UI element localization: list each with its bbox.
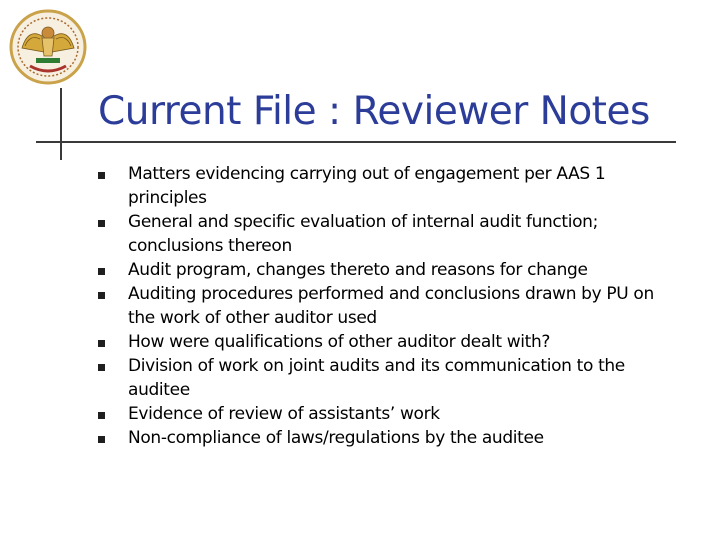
bullet-text-line: Division of work on joint audits and its communication to the (128, 356, 625, 376)
bullet-square-icon (98, 340, 105, 347)
bullet-text-line: How were qualifications of other auditor dealt with? (128, 332, 551, 352)
bullet-text-line: Non-compliance of laws/regulations by the auditee (128, 428, 544, 448)
bullet-text-line: auditee (128, 380, 190, 400)
slide-title: Current File : Reviewer Notes (98, 89, 650, 134)
bullet-square-icon (98, 172, 105, 179)
bullet-text-line: Matters evidencing carrying out of engagement per AAS 1 (128, 164, 606, 184)
bullet-text-line: Audit program, changes thereto and reasons for change (128, 260, 588, 280)
bullet-text-line: conclusions thereon (128, 236, 292, 256)
bullet-square-icon (98, 268, 105, 275)
bullet-text-line: the work of other auditor used (128, 308, 377, 328)
bullet-square-icon (98, 220, 105, 227)
bullet-square-icon (98, 436, 105, 443)
bullet-text-line: principles (128, 188, 207, 208)
bullet-square-icon (98, 292, 105, 299)
bullet-text-line: General and specific evaluation of internal audit function; (128, 212, 598, 232)
bullet-text-line: Evidence of review of assistants’ work (128, 404, 440, 424)
vertical-accent-line (60, 88, 62, 160)
bullet-square-icon (98, 412, 105, 419)
horizontal-accent-line (36, 141, 676, 143)
bullet-text-line: Auditing procedures performed and conclusions drawn by PU on (128, 284, 654, 304)
institute-emblem-logo (8, 8, 88, 86)
bullet-square-icon (98, 364, 105, 371)
